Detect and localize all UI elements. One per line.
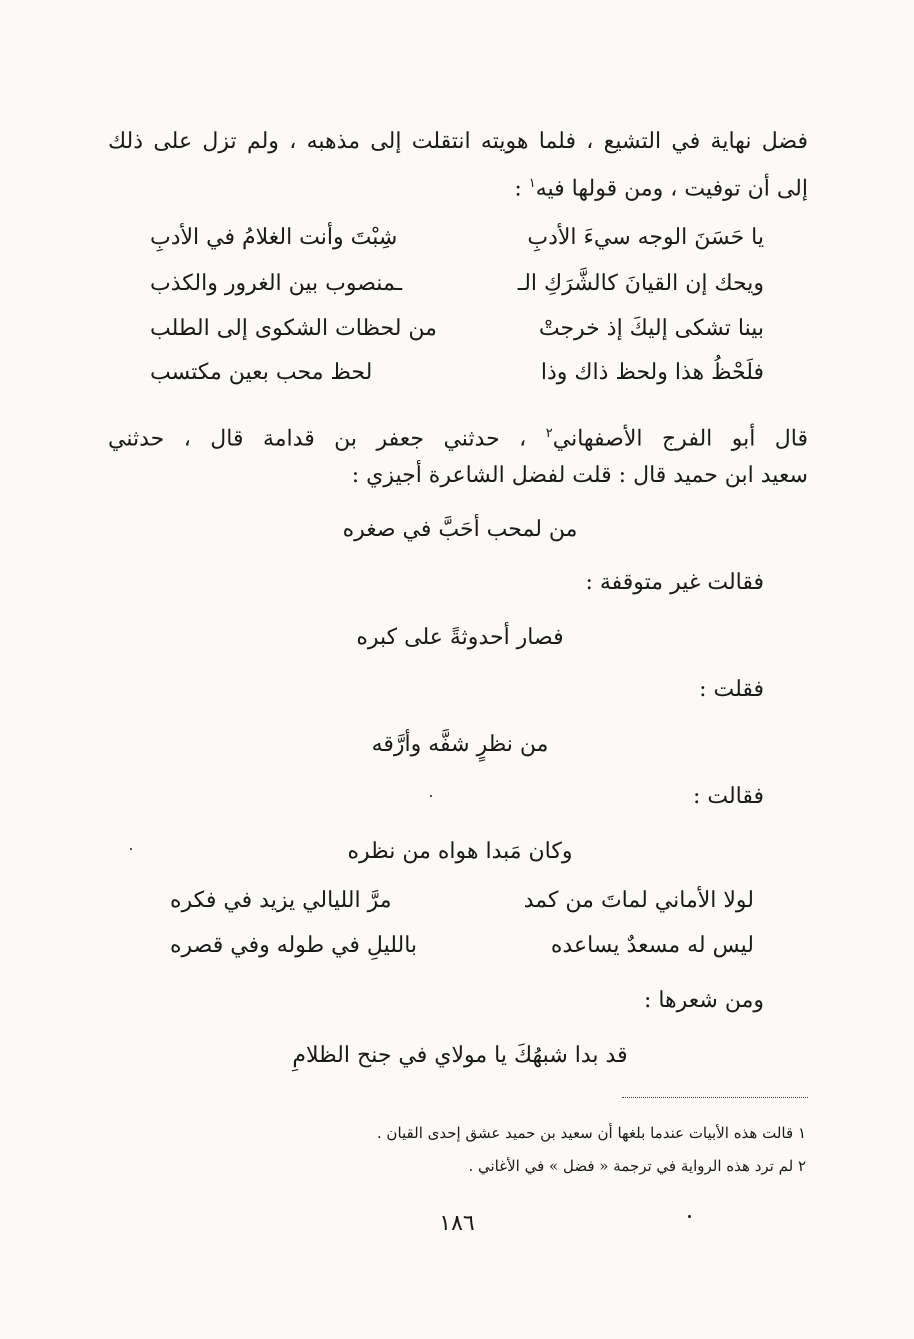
footnote-number: ١ [797,1124,806,1142]
verse-ajuz: مرَّ الليالي يزيد في فكره [170,888,392,913]
verse-ajuz: ـمنصوب بين الغرور والكذب [150,271,403,296]
prose-line: فضل نهاية في التشيع ، فلما هويته انتقلت إلى مذهبه ، ولم تزل على ذلك [108,129,808,154]
speaker-label: فقلت : [699,677,764,702]
scan-speck [130,848,132,850]
page-number: ١٨٦ [439,1211,475,1236]
footnote-separator [622,1097,808,1098]
prose-text: إلى أن توفيت ، ومن قولها فيه [535,176,808,202]
footnote-ref: ٢ [545,426,553,441]
verse-ajuz: بالليلِ في طوله وفي قصره [170,933,418,958]
footnote [468,1155,806,1177]
verse-line: قد بدا شبهُكَ يا مولاي في جنح الظلامِ [292,1043,628,1068]
prose-line [108,168,808,205]
verse-sadr: لولا الأماني لماتَ من كمد [523,888,754,913]
speaker-label: فقالت غير متوقفة : [585,570,764,595]
verse-sadr: فلَحْظُ هذا ولحظ ذاك وذا [540,360,764,385]
footnote-text: قالت هذه الأبيات عندما بلغها أن سعيد بن حميد عشق إحدى القيان . [376,1124,794,1142]
prose-line [108,418,808,455]
footnote-number: ٢ [797,1157,806,1175]
verse-line: وكان مَبدا هواه من نظره [347,839,573,864]
verse-line: فصار أحدوثةً على كبره [356,625,564,650]
footnote-text: لم ترد هذه الرواية في ترجمة « فضل » في الأغاني . [468,1157,794,1175]
verse-ajuz: شِبْتَ وأنت الغلامُ في الأدبِ [150,225,398,250]
scan-speck [430,795,432,797]
scan-speck [688,1215,691,1218]
verse-ajuz: من لحظات الشكوى إلى الطلب [150,316,437,341]
speaker-label: فقالت : [692,784,764,809]
verse-line: من نظرٍ شفَّه وأرَّقه [371,732,549,757]
footnote [377,1122,806,1144]
section-label: ومن شعرها : [643,988,764,1013]
verse-ajuz: لحظ محب بعين مكتسب [150,360,373,385]
footnote-ref: ١ [528,176,536,191]
prose-text: ، حدثني جعفر بن قدامة قال ، حدثني [108,426,546,452]
prose-text: قال أبو الفرج الأصفهاني [552,426,808,452]
prose-line: سعيد ابن حميد قال : قلت لفضل الشاعرة أجيزي : [351,463,808,488]
verse-sadr: بينا تشكى إليكَ إذ خرجتْ [538,316,764,341]
prose-text: : [514,176,529,202]
verse-line: من لمحب أحَبَّ في صغره [342,517,578,542]
verse-sadr: يا حَسَنَ الوجه سيءَ الأدبِ [527,225,764,250]
verse-sadr: ويحك إن القيانَ كالشَّرَكِ الـ [517,271,764,296]
verse-sadr: ليس له مسعدٌ يساعده [550,933,754,958]
